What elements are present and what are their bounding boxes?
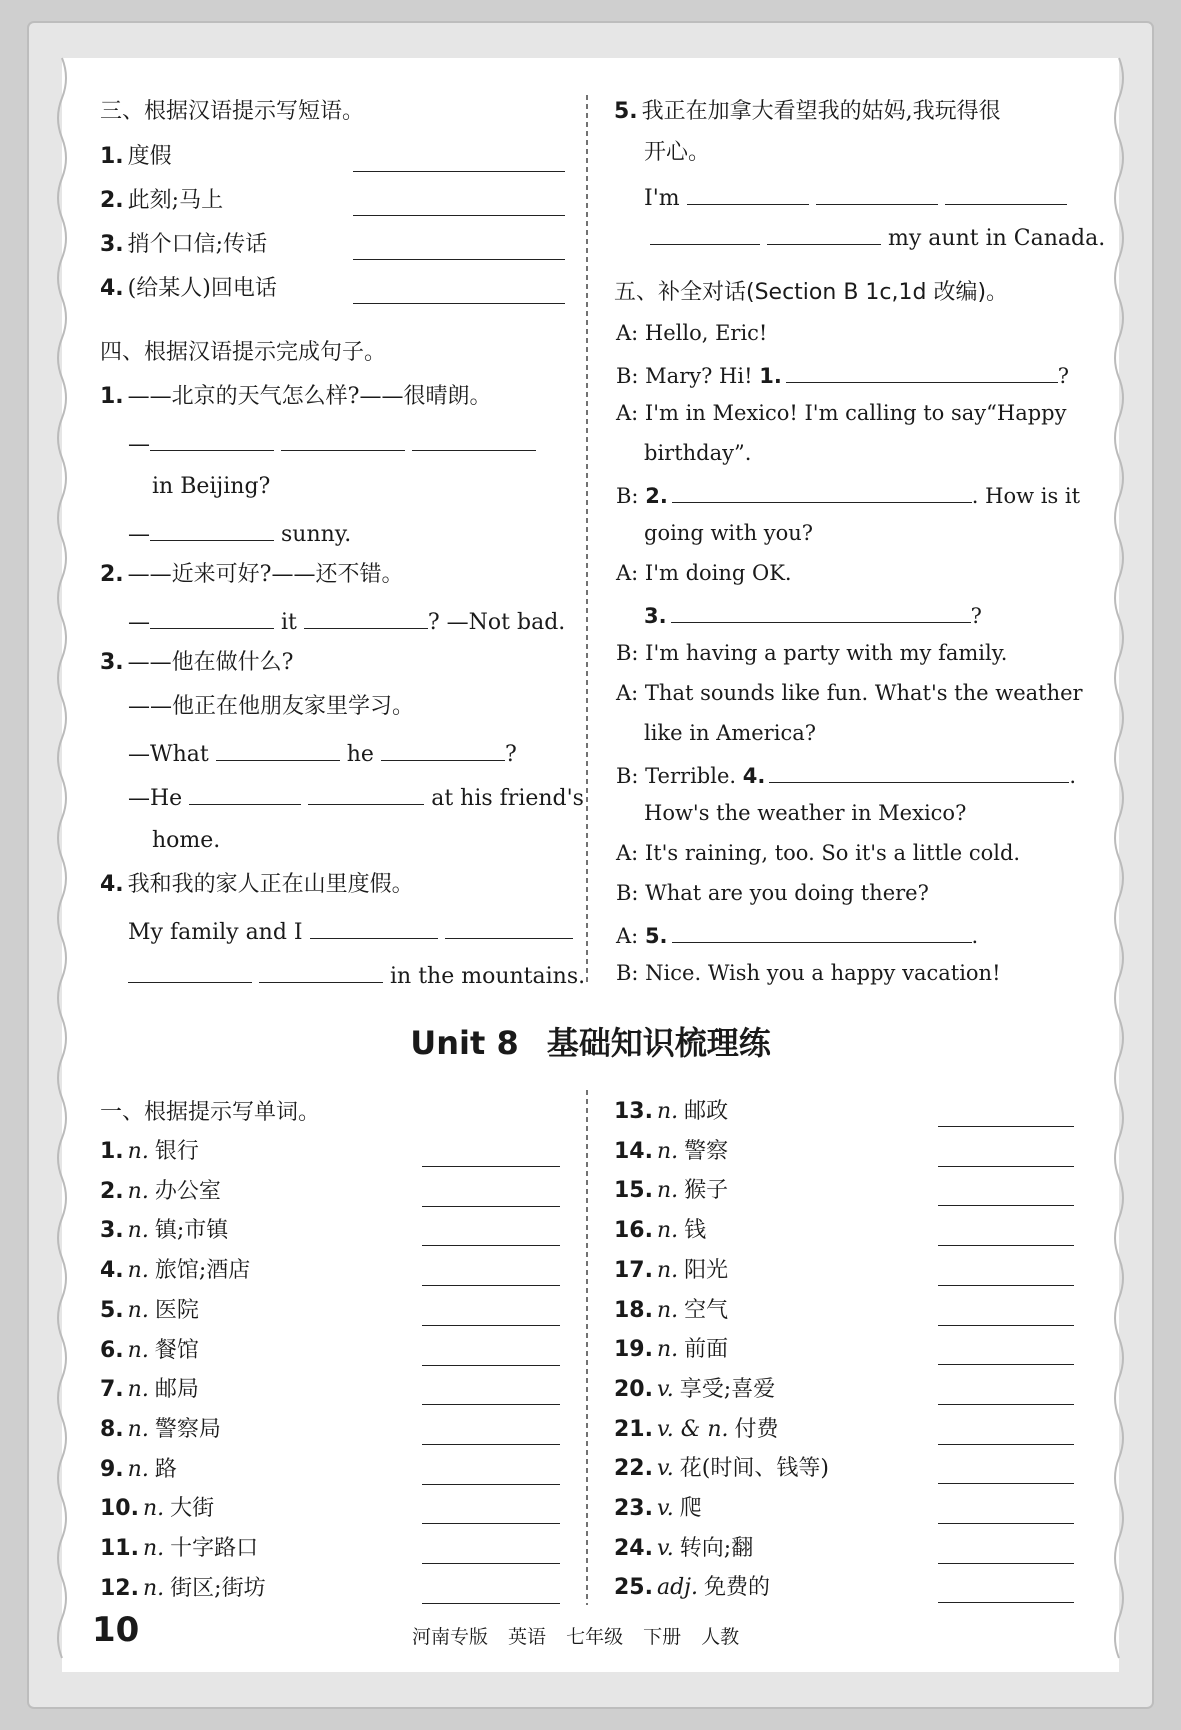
dialogue-line: A: I'm in Mexico! I'm calling to say“Happy [616, 401, 1067, 425]
answer-blank[interactable] [938, 1244, 1074, 1246]
answer-blank[interactable] [938, 1363, 1074, 1365]
dialogue-line: B: Nice. Wish you a happy vacation! [616, 961, 1001, 985]
answer-blank[interactable] [672, 478, 972, 503]
vocab-item: 11. n. 十字路口 [100, 1536, 259, 1561]
question-4-chinese: 4. 我和我的家人正在山里度假。 [100, 872, 414, 897]
answer-blank[interactable] [938, 1284, 1074, 1286]
answer-blank[interactable] [422, 1324, 560, 1326]
answer-blank[interactable] [767, 220, 881, 245]
vocab-item: 15. n. 猴子 [614, 1178, 729, 1204]
dialogue-line: going with you? [644, 521, 814, 545]
answer-blank[interactable] [304, 604, 428, 629]
answer-blank[interactable] [816, 180, 938, 205]
vocab-item: 16. n. 钱 [614, 1218, 707, 1244]
answer-blank[interactable] [672, 918, 972, 943]
answer-blank[interactable] [938, 1482, 1074, 1484]
question-3-chinese-b: ——他正在他朋友家里学习。 [128, 694, 415, 719]
dialogue-line: 3. ? [644, 598, 982, 631]
answer-blank[interactable] [259, 958, 383, 983]
dialogue-line: birthday”. [644, 441, 752, 465]
vocab-item: 17. n. 阳光 [614, 1257, 729, 1283]
question-1-line-c: — sunny. [128, 516, 351, 550]
question-1-line-b: in Beijing? [152, 474, 271, 499]
answer-blank[interactable] [422, 1205, 560, 1207]
answer-blank[interactable] [310, 914, 438, 939]
question-2-chinese: 2. ——近来可好?——还不错。 [100, 562, 404, 587]
answer-blank[interactable] [938, 1125, 1074, 1127]
answer-blank[interactable] [650, 220, 760, 245]
answer-blank[interactable] [422, 1562, 560, 1564]
answer-blank[interactable] [671, 598, 971, 623]
vocab-item: 7. n. 邮局 [100, 1377, 199, 1403]
answer-blank[interactable] [938, 1204, 1074, 1206]
phrase-item: 2. 此刻;马上 [100, 188, 224, 213]
question-5-line-a: I'm [644, 180, 1067, 214]
vocab-item: 21. v. & n. 付费 [614, 1416, 779, 1442]
vocab-item: 18. n. 空气 [614, 1297, 729, 1323]
answer-blank[interactable] [150, 516, 274, 541]
answer-blank[interactable] [422, 1403, 560, 1405]
answer-blank[interactable] [422, 1284, 560, 1286]
answer-blank[interactable] [150, 426, 274, 451]
phrase-item: 4. (给某人)回电话 [100, 276, 277, 301]
question-4-line-a: My family and I [128, 914, 573, 948]
vocab-item: 10. n. 大街 [100, 1496, 215, 1522]
answer-blank[interactable] [938, 1562, 1074, 1564]
answer-blank[interactable] [422, 1443, 560, 1445]
question-3-line-b: —He at his friend's [128, 780, 584, 814]
answer-blank[interactable] [128, 958, 252, 983]
answer-blank[interactable] [938, 1324, 1074, 1326]
answer-blank[interactable] [353, 214, 565, 216]
dialogue-line: A: That sounds like fun. What's the weather [616, 681, 1083, 705]
vocab-item: 2. n. 办公室 [100, 1178, 221, 1204]
section-5-heading: 五、补全对话(Section B 1c,1d 改编)。 [614, 280, 1009, 305]
page-number: 10 [92, 1610, 140, 1650]
answer-blank[interactable] [786, 358, 1058, 383]
answer-blank[interactable] [412, 426, 536, 451]
section-4-heading: 四、根据汉语提示完成句子。 [100, 340, 387, 365]
answer-blank[interactable] [687, 180, 809, 205]
vocab-item: 1. n. 银行 [100, 1139, 199, 1164]
question-3-line-a: —What he ? [128, 736, 517, 770]
dialogue-line: A: 5. . [616, 918, 978, 951]
question-5-line-b: my aunt in Canada. [650, 220, 1105, 254]
phrase-item: 1. 度假 [100, 144, 172, 169]
answer-blank[interactable] [938, 1165, 1074, 1167]
dialogue-line: A: Hello, Eric! [616, 321, 768, 345]
answer-blank[interactable] [308, 780, 424, 805]
answer-blank[interactable] [422, 1165, 560, 1167]
vocab-item: 3. n. 镇;市镇 [100, 1218, 229, 1244]
vocab-item: 8. n. 警察局 [100, 1416, 221, 1442]
unit-title: Unit 8 基础知识梳理练 [410, 1024, 771, 1062]
answer-blank[interactable] [150, 604, 274, 629]
vocab-item: 13. n. 邮政 [614, 1099, 729, 1124]
question-5-chinese-a: 5. 我正在加拿大看望我的姑妈,我玩得很 [614, 99, 1001, 124]
answer-blank[interactable] [381, 736, 505, 761]
answer-blank[interactable] [422, 1602, 560, 1604]
answer-blank[interactable] [445, 914, 573, 939]
answer-blank[interactable] [938, 1522, 1074, 1524]
answer-blank[interactable] [353, 302, 565, 304]
vocab-item: 22. v. 花(时间、钱等) [614, 1456, 829, 1482]
dialogue-line: B: 2. . How is it [616, 478, 1080, 511]
vocab-item: 12. n. 街区;街坊 [100, 1575, 266, 1601]
answer-blank[interactable] [281, 426, 405, 451]
question-4-line-b: in the mountains. [128, 958, 585, 992]
vocab-item: 9. n. 路 [100, 1456, 177, 1482]
answer-blank[interactable] [938, 1403, 1074, 1405]
answer-blank[interactable] [422, 1483, 560, 1485]
question-3-chinese-a: 3. ——他在做什么? [100, 650, 294, 675]
answer-blank[interactable] [422, 1244, 560, 1246]
question-1-line-a: — [128, 426, 536, 460]
vocab-item: 23. v. 爬 [614, 1496, 702, 1521]
section-1-heading: 一、根据提示写单词。 [100, 1100, 321, 1125]
question-5-chinese-b: 开心。 [644, 140, 711, 165]
question-2-line: — it ? —Not bad. [128, 604, 565, 638]
phrase-item: 3. 捎个口信;传话 [100, 232, 268, 257]
question-1-chinese: 1. ——北京的天气怎么样?——很晴朗。 [100, 384, 492, 409]
dialogue-line: A: It's raining, too. So it's a little cold. [616, 841, 1021, 865]
answer-blank[interactable] [938, 1601, 1074, 1603]
answer-blank[interactable] [769, 758, 1069, 783]
answer-blank[interactable] [945, 180, 1067, 205]
vocab-item: 4. n. 旅馆;酒店 [100, 1258, 251, 1284]
vocab-item: 6. n. 餐馆 [100, 1337, 199, 1363]
vocab-item: 19. n. 前面 [614, 1337, 729, 1363]
dialogue-line: B: Mary? Hi! 1. ? [616, 358, 1069, 391]
question-3-line-c: home. [152, 828, 221, 853]
section-3-heading: 三、根据汉语提示写短语。 [100, 99, 365, 124]
dialogue-line: B: I'm having a party with my family. [616, 641, 1008, 665]
dialogue-line: B: Terrible. 4. . [616, 758, 1076, 791]
dialogue-line: like in America? [644, 721, 816, 745]
answer-blank[interactable] [216, 736, 340, 761]
vocab-item: 25. adj. 免费的 [614, 1575, 771, 1601]
dialogue-line: A: I'm doing OK. [616, 561, 792, 585]
answer-blank[interactable] [353, 170, 565, 172]
answer-blank[interactable] [422, 1364, 560, 1366]
vocab-item: 5. n. 医院 [100, 1297, 199, 1323]
answer-blank[interactable] [353, 258, 565, 260]
vocab-item: 20. v. 享受;喜爱 [614, 1376, 776, 1402]
vocab-item: 14. n. 警察 [614, 1138, 729, 1164]
dialogue-line: B: What are you doing there? [616, 881, 929, 905]
answer-blank[interactable] [938, 1443, 1074, 1445]
dialogue-line: How's the weather in Mexico? [644, 801, 967, 825]
answer-blank[interactable] [189, 780, 301, 805]
answer-blank[interactable] [422, 1522, 560, 1524]
footer-edition: 河南专版 英语 七年级 下册 人教 [412, 1626, 740, 1648]
vocab-item: 24. v. 转向;翻 [614, 1535, 754, 1561]
